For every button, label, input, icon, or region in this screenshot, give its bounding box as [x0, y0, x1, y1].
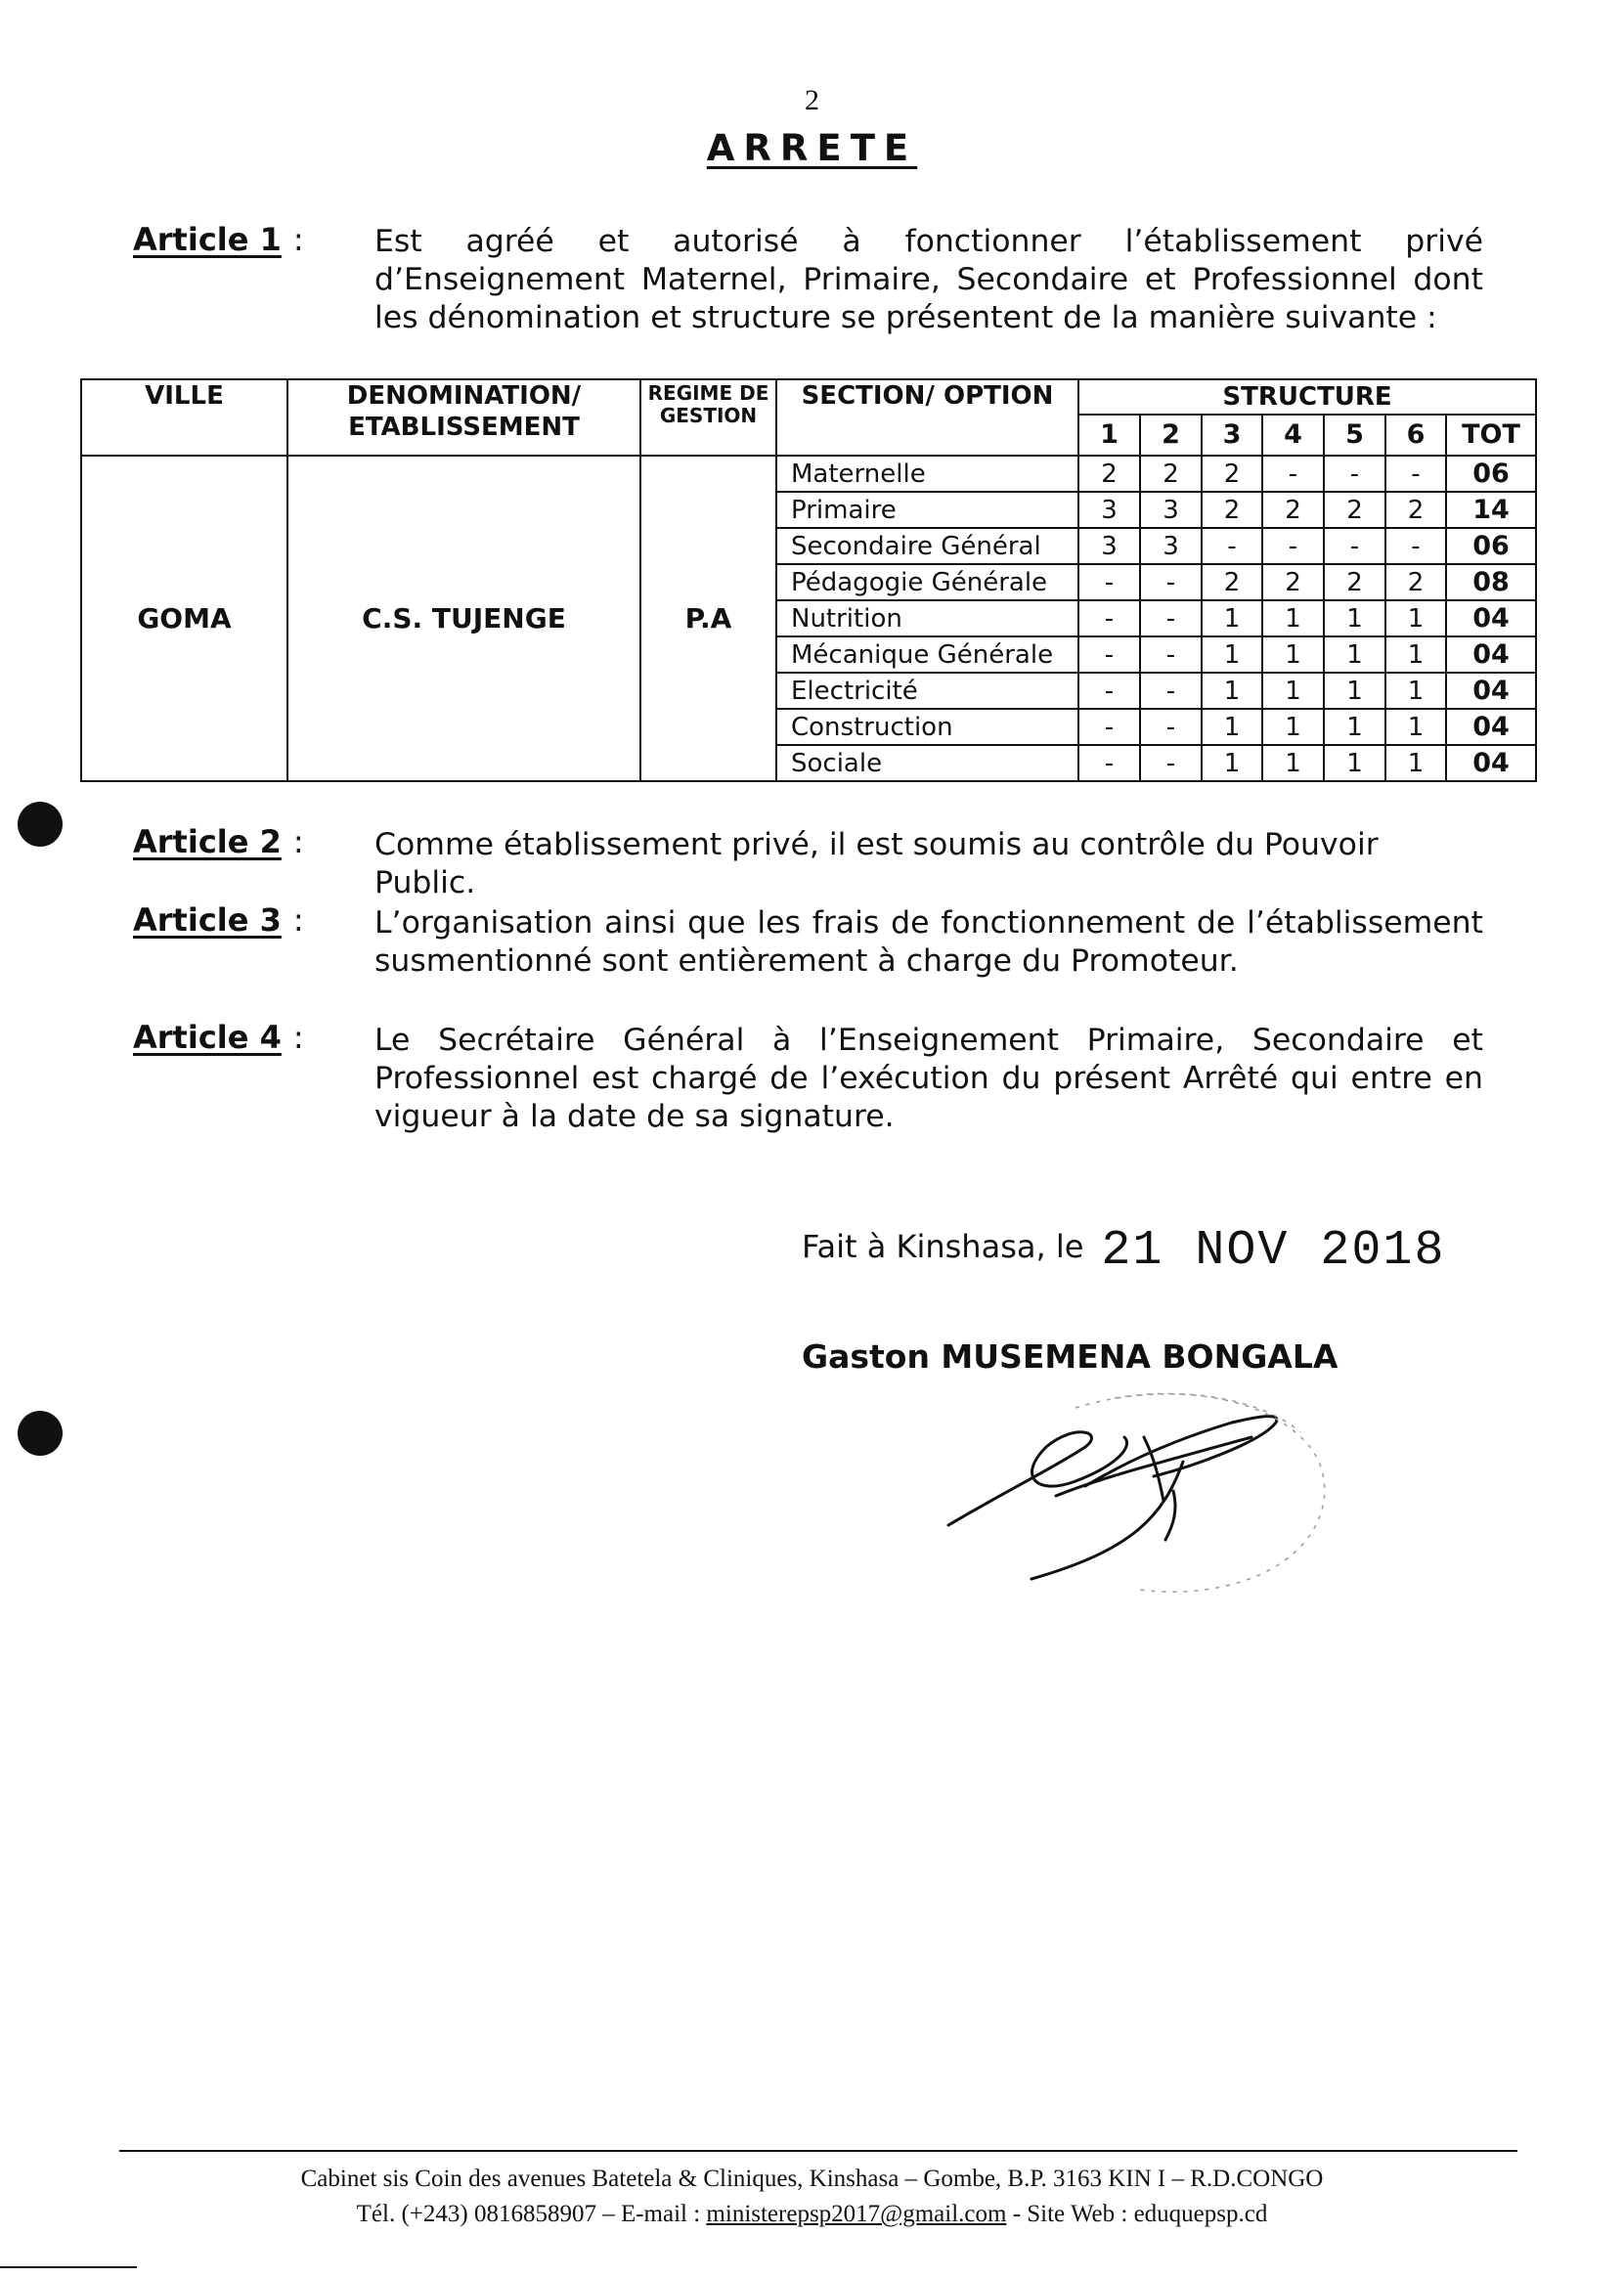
level-cell: 2 — [1202, 492, 1262, 528]
level-cell: 1 — [1202, 636, 1262, 673]
punch-hole-mark — [18, 802, 63, 847]
footer-divider — [119, 2150, 1517, 2152]
total-cell: 04 — [1446, 709, 1536, 745]
article-1-label: Article 1 : — [133, 221, 304, 258]
table-row — [81, 456, 1536, 492]
level-cell: 2 — [1262, 564, 1324, 600]
article-3-text: L’organisation ainsi que les frais de fonctionnement de l’établissement susmentionné sont entièrement à charge du Promoteur. — [374, 905, 1483, 979]
level-cell: - — [1140, 709, 1202, 745]
level-cell: 2 — [1324, 492, 1385, 528]
level-cell: 1 — [1262, 636, 1324, 673]
header-level-1: 1 — [1078, 415, 1140, 456]
article-1-text: Est agréé et autorisé à fonctionner l’établissement privé d’Enseignement Maternel, Primaire, Secondaire et Professionnel dont les dénomination et structure se présentent de la manière suivante : — [374, 224, 1483, 335]
level-cell: 3 — [1140, 492, 1202, 528]
level-cell: - — [1202, 528, 1262, 564]
article-4-label: Article 4 : — [133, 1019, 304, 1056]
level-cell: 1 — [1324, 600, 1385, 636]
footer-address: Cabinet sis Coin des avenues Batetela & Cliniques, Kinshasa – Gombe, B.P. 3163 KIN I – R.D.CONGO — [300, 2166, 1324, 2192]
level-cell: - — [1324, 528, 1385, 564]
level-cell: 3 — [1078, 528, 1140, 564]
level-cell: 1 — [1202, 600, 1262, 636]
total-cell: 14 — [1446, 492, 1536, 528]
level-cell: - — [1262, 528, 1324, 564]
level-cell: - — [1262, 456, 1324, 492]
header-level-2: 2 — [1140, 415, 1202, 456]
level-cell: 1 — [1324, 709, 1385, 745]
level-cell: - — [1140, 673, 1202, 709]
level-cell: 1 — [1385, 636, 1446, 673]
handwritten-signature — [939, 1379, 1349, 1623]
section-cell: Electricité — [776, 673, 1078, 709]
place-and-date — [802, 1217, 1446, 1279]
level-cell: 3 — [1078, 492, 1140, 528]
level-cell: - — [1385, 528, 1446, 564]
level-cell: 1 — [1385, 709, 1446, 745]
punch-hole-mark — [18, 1411, 63, 1456]
level-cell: 1 — [1202, 673, 1262, 709]
article-3-label: Article 3 : — [133, 901, 304, 939]
level-cell: 1 — [1385, 745, 1446, 781]
level-cell: - — [1078, 636, 1140, 673]
total-cell: 06 — [1446, 528, 1536, 564]
page-number: 2 — [805, 84, 819, 116]
section-cell: Mécanique Générale — [776, 636, 1078, 673]
level-cell: 2 — [1202, 564, 1262, 600]
section-cell: Maternelle — [776, 456, 1078, 492]
total-cell: 04 — [1446, 636, 1536, 673]
level-cell: 2 — [1078, 456, 1140, 492]
level-cell: 1 — [1324, 636, 1385, 673]
level-cell: - — [1078, 673, 1140, 709]
level-cell: 1 — [1262, 673, 1324, 709]
section-cell: Pédagogie Générale — [776, 564, 1078, 600]
level-cell: - — [1140, 636, 1202, 673]
level-cell: 2 — [1385, 564, 1446, 600]
article-4-text: Le Secrétaire Général à l’Enseignement Primaire, Secondaire et Professionnel est chargé de l’exécution du présent Arrêté qui entre en vigueur à la date de sa signature. — [374, 1023, 1483, 1134]
footer-contact — [0, 2201, 1624, 2228]
level-cell: 1 — [1262, 709, 1324, 745]
level-cell: 1 — [1262, 745, 1324, 781]
level-cell: 1 — [1262, 600, 1324, 636]
structure-table — [80, 378, 1537, 782]
date-stamp: 21 NOV 2018 — [1101, 1223, 1446, 1279]
total-cell: 04 — [1446, 673, 1536, 709]
ville-cell: GOMA — [81, 456, 287, 781]
regime-cell: P.A — [640, 456, 776, 781]
section-cell: Nutrition — [776, 600, 1078, 636]
footer-email-link[interactable]: ministerepsp2017@gmail.com — [706, 2201, 1007, 2227]
level-cell: - — [1140, 745, 1202, 781]
total-cell: 08 — [1446, 564, 1536, 600]
total-cell: 06 — [1446, 456, 1536, 492]
header-structure: STRUCTURE — [1078, 379, 1536, 415]
header-level-6: 6 — [1385, 415, 1446, 456]
header-tot: TOT — [1446, 415, 1536, 456]
level-cell: 2 — [1324, 564, 1385, 600]
section-cell: Construction — [776, 709, 1078, 745]
level-cell: 1 — [1324, 745, 1385, 781]
place-text: Fait à Kinshasa, le — [802, 1228, 1084, 1265]
level-cell: 1 — [1385, 673, 1446, 709]
level-cell: 1 — [1324, 673, 1385, 709]
header-section: SECTION/ OPTION — [776, 379, 1078, 456]
level-cell: - — [1324, 456, 1385, 492]
denomination-cell: C.S. TUJENGE — [287, 456, 640, 781]
article-2-text: Comme établissement privé, il est soumis au contrôle du Pouvoir Public. — [374, 827, 1379, 900]
level-cell: - — [1140, 600, 1202, 636]
header-level-3: 3 — [1202, 415, 1262, 456]
total-cell: 04 — [1446, 745, 1536, 781]
signatory-name: Gaston MUSEMENA BONGALA — [802, 1337, 1339, 1376]
section-cell: Primaire — [776, 492, 1078, 528]
header-level-4: 4 — [1262, 415, 1324, 456]
section-cell: Sociale — [776, 745, 1078, 781]
level-cell: 1 — [1202, 745, 1262, 781]
scan-edge-line — [0, 2266, 137, 2268]
header-denomination: DENOMINATION/ ETABLISSEMENT — [287, 379, 640, 456]
level-cell: - — [1078, 564, 1140, 600]
level-cell: 2 — [1262, 492, 1324, 528]
section-cell: Secondaire Général — [776, 528, 1078, 564]
level-cell: - — [1385, 456, 1446, 492]
level-cell: 2 — [1385, 492, 1446, 528]
level-cell: - — [1140, 564, 1202, 600]
article-2-label: Article 2 : — [133, 823, 304, 860]
header-ville: VILLE — [81, 379, 287, 456]
header-level-5: 5 — [1324, 415, 1385, 456]
footer-phone: Tél. (+243) 0816858907 – E-mail : — [356, 2201, 701, 2227]
footer-website: - Site Web : eduquepsp.cd — [1012, 2201, 1268, 2227]
level-cell: - — [1078, 745, 1140, 781]
level-cell: 3 — [1140, 528, 1202, 564]
document-title: ARRETE — [706, 127, 918, 169]
level-cell: 2 — [1202, 456, 1262, 492]
level-cell: 2 — [1140, 456, 1202, 492]
total-cell: 04 — [1446, 600, 1536, 636]
header-regime: REGIME DE GESTION — [640, 379, 776, 456]
level-cell: - — [1078, 709, 1140, 745]
level-cell: 1 — [1202, 709, 1262, 745]
level-cell: - — [1078, 600, 1140, 636]
level-cell: 1 — [1385, 600, 1446, 636]
